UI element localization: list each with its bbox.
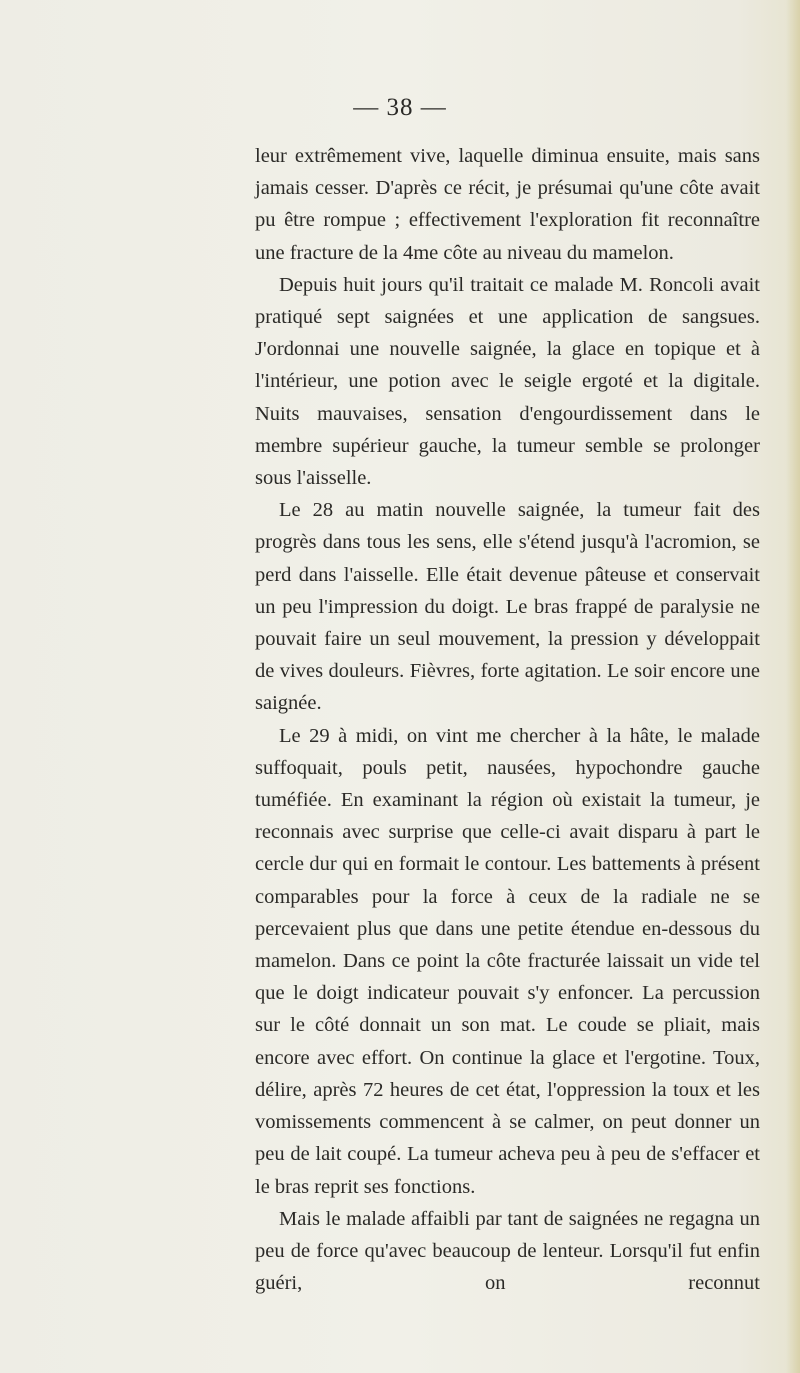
- page-edge-shadow: [786, 0, 800, 1373]
- paragraph-3: Le 28 au matin nouvelle saignée, la tumeur fait des progrès dans tous les sens, elle s'étend jusqu'à l'acromion, se perd dans l'aisselle. Elle était devenue pâteuse et conservait un peu l'impression du doigt. Le bras frappé de paralysie ne pouvait faire un seul mouvement, la pression y développait de vives douleurs. Fièvres, forte agitation. Le soir encore une saignée.: [255, 499, 760, 715]
- paragraph-5: Mais le malade affaibli par tant de saignées ne regagna un peu de force qu'avec beaucoup de lenteur. Lorsqu'il fut enfin guéri, on reconnut: [255, 1207, 760, 1295]
- paragraph-1: leur extrêmement vive, laquelle diminua ensuite, mais sans jamais cesser. D'après ce récit, je présumai qu'une côte avait pu être rompue ; effectivement l'exploration fit reconnaître une fracture de la 4me côte au niveau du mamelon.: [255, 145, 760, 264]
- page-number: — 38 —: [353, 94, 447, 121]
- body-text: [255, 140, 760, 1299]
- paragraph-2: Depuis huit jours qu'il traitait ce malade M. Roncoli avait pratiqué sept saignées et une application de sangsues. J'ordonnai une nouvelle saignée, la glace en topique et à l'intérieur, une potion avec le seigle ergoté et la digitale. Nuits mauvaises, sensation d'engourdissement dans le membre supérieur gauche, la tumeur semble se prolonger sous l'aisselle.: [255, 273, 760, 490]
- paragraph-4: Le 29 à midi, on vint me chercher à la hâte, le malade suffoquait, pouls petit, nausées, hypochondre gauche tuméfiée. En examinant la région où existait la tumeur, je reconnais avec surprise que celle-ci avait disparu à part le cercle dur qui en formait le contour. Les battements à présent comparables pour la force à ceux de la radiale ne se percevaient plus que dans une petite étendue en-dessous du mamelon. Dans ce point la côte fracturée laissait un vide tel que le doigt indicateur pouvait s'y enfoncer. La percussion sur le côté donnait un son mat. Le coude se pliait, mais encore avec effort. On continue la glace et l'ergotine. Toux, délire, après 72 heures de cet état, l'oppression la toux et les vomissements commencent à se calmer, on peut donner un peu de lait coupé. La tumeur acheva peu à peu de s'effacer et le bras reprit ses fonctions.: [255, 724, 760, 1198]
